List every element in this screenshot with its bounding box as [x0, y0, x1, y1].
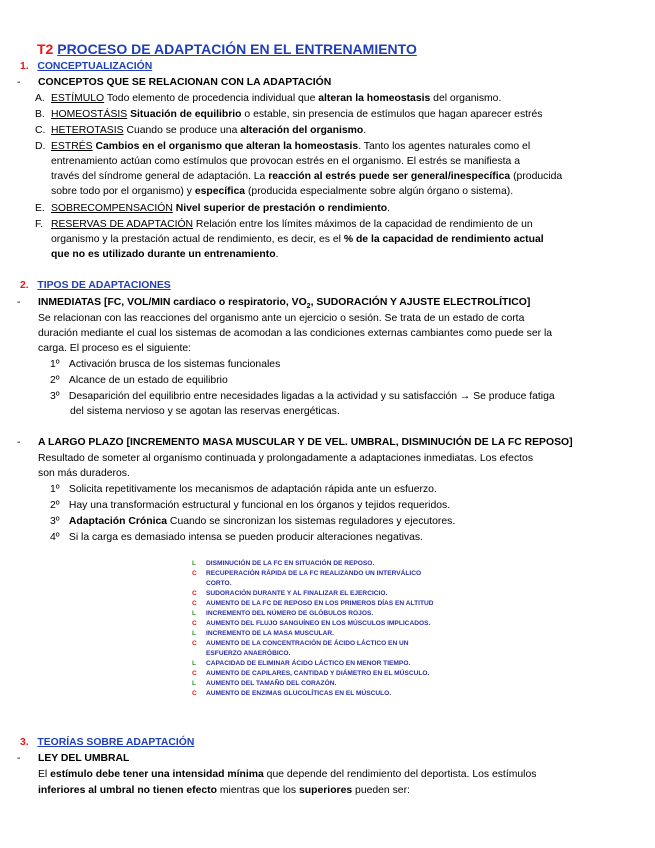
long-term-p1: Resultado de someter al organismo continuada y prolongadamente a adaptaciones inmediatas. Los efectos: [38, 453, 534, 464]
section-3-heading: [20, 736, 194, 749]
concept-d: D. ESTRÉS Cambios en el organismo que alteran la homeostasis. Tanto los agentes naturales como el: [35, 141, 531, 152]
bullet-dash: -: [17, 77, 21, 88]
immediate-step-1: 1º Activación brusca de los sistemas funcionales: [50, 359, 281, 370]
immediate-step-3-cont: del sistema nervioso y se agotan las reservas energéticas.: [70, 406, 340, 417]
threshold-p2: inferiores al umbral no tienen efecto mientras que los superiores pueden ser:: [38, 785, 410, 796]
immediate-p3: carga. El proceso es el siguiente:: [38, 343, 192, 354]
legend-item: L DISMINUCIÓN DE LA FC EN SITUACIÓN DE REPOSO.: [192, 560, 375, 567]
concept-d-line4: sobre todo por el organismo) y específica (producida especialmente sobre algún órgano o sistema).: [51, 186, 514, 197]
legend-item: CORTO.: [206, 580, 232, 587]
legend-item: C SUDORACIÓN DURANTE Y AL FINALIZAR EL EJERCICIO.: [192, 590, 388, 597]
page-title: [37, 40, 417, 58]
subheading-long-term: A LARGO PLAZO [INCREMENTO MASA MUSCULAR Y DE VEL. UMBRAL, DISMINUCIÓN DE LA FC REPOSO]: [38, 437, 573, 448]
immediate-p1: Se relacionan con las reacciones del organismo ante un ejercicio o sesión. Se trata de un estado de corta: [38, 313, 525, 324]
title-prefix: T2: [37, 41, 54, 57]
legend-item: C AUMENTO DEL FLUJO SANGUÍNEO EN LOS MÚSCULOS IMPLICADOS.: [192, 620, 431, 627]
threshold-p1: El estímulo debe tener una intensidad mínima que depende del rendimiento del deportista. Los estímulos: [38, 769, 537, 780]
long-term-step-3: 3º Adaptación Crónica Cuando se sincronizan los sistemas reguladores y ejecutores.: [50, 516, 456, 527]
legend-item: C AUMENTO DE LA CONCENTRACIÓN DE ÁCIDO LÁCTICO EN UN: [192, 640, 409, 647]
legend-item: C AUMENTO DE ENZIMAS GLUCOLÍTICAS EN EL MÚSCULO.: [192, 690, 392, 697]
bullet-dash: -: [17, 437, 21, 448]
concept-d-line2: entrenamiento actúan como estímulos que provocan estrés en el organismo. El estrés se manifiesta a: [51, 156, 520, 167]
title-text: PROCESO DE ADAPTACIÓN EN EL ENTRENAMIENTO: [57, 41, 417, 57]
bullet-dash: -: [17, 753, 21, 764]
section-2-heading: [20, 279, 171, 292]
subheading-immediate: INMEDIATAS [FC, VOL/MIN cardiaco o respiratorio, $VO_2$, SUDORACIÓN Y AJUSTE ELECTROLÍTICO]: [38, 297, 531, 311]
long-term-p2: son más duraderos.: [38, 468, 130, 479]
legend-item: C AUMENTO DE LA FC DE REPOSO EN LOS PRIMEROS DÍAS EN ALTITUD: [192, 600, 434, 607]
concept-a: A. ESTÍMULO Todo elemento de procedencia individual que alteran la homeostasis del organismo.: [35, 93, 502, 104]
concept-b: B. HOMEOSTÁSIS Situación de equilibrio o estable, sin presencia de estímulos que hagan aparecer estrés: [35, 109, 543, 120]
legend-item: L AUMENTO DEL TAMAÑO DEL CORAZÓN.: [192, 680, 337, 687]
long-term-step-2: 2º Hay una transformación estructural y funcional en los órganos y tejidos requeridos.: [50, 500, 451, 511]
concept-e: E. SOBRECOMPENSACIÓN Nivel superior de prestación o rendimiento.: [35, 203, 390, 214]
section-label: TEORÍAS SOBRE ADAPTACIÓN: [37, 737, 195, 748]
subheading-threshold-law: LEY DEL UMBRAL: [38, 753, 130, 764]
long-term-step-1: 1º Solicita repetitivamente los mecanismos de adaptación rápida ante un esfuerzo.: [50, 484, 437, 495]
legend-item: C AUMENTO DE CAPILARES, CANTIDAD Y DIÁMETRO EN EL MÚSCULO.: [192, 670, 430, 677]
section-number: 1.: [20, 61, 29, 72]
long-term-step-4: 4º Si la carga es demasiado intensa se pueden producir alteraciones negativas.: [50, 532, 423, 543]
legend-item: L INCREMENTO DE LA MASA MUSCULAR.: [192, 630, 334, 637]
immediate-p2: duración mediante el cual los sistemas de acomodan a las condiciones externas cambiantes como puede ser la: [38, 328, 553, 339]
concept-f-line2: organismo y la prestación actual de rendimiento, es decir, es el % de la capacidad de rendimiento actual: [51, 234, 544, 245]
adaptations-legend: [192, 560, 496, 710]
legend-item: C RECUPERACIÓN RÁPIDA DE LA FC REALIZANDO UN INTERVÁLICO: [192, 570, 422, 577]
section-number: 3.: [20, 737, 29, 748]
section-1-heading: [20, 60, 152, 73]
section-label: CONCEPTUALIZACIÓN: [37, 61, 153, 72]
concept-f: F. RESERVAS DE ADAPTACIÓN Relación entre los límites máximos de la capacidad de rendimiento de un: [35, 219, 533, 230]
legend-item: ESFUERZO ANAERÓBICO.: [206, 650, 291, 657]
section-label: TIPOS DE ADAPTACIONES: [37, 280, 171, 291]
concept-f-line3: que no es utilizado durante un entrenamiento.: [51, 249, 279, 260]
legend-item: L CAPACIDAD DE ELIMINAR ÁCIDO LÁCTICO EN MENOR TIEMPO.: [192, 660, 411, 667]
immediate-step-2: 2º Alcance de un estado de equilibrio: [50, 375, 228, 386]
section-number: 2.: [20, 280, 29, 291]
immediate-step-3: 3º Desaparición del equilibrio entre necesidades ligadas a la actividad y su satisfacción → Se produce fatiga: [50, 391, 555, 402]
legend-item: L INCREMENTO DEL NÚMERO DE GLÓBULOS ROJOS.: [192, 610, 374, 617]
concept-c: C. HETEROTASIS Cuando se produce una alteración del organismo.: [35, 125, 367, 136]
subheading-concepts: CONCEPTOS QUE SE RELACIONAN CON LA ADAPTACIÓN: [38, 77, 332, 88]
concept-d-line3: través del síndrome general de adaptación. La reacción al estrés puede ser general/inespecífica (producida: [51, 171, 563, 182]
bullet-dash: -: [17, 297, 21, 308]
